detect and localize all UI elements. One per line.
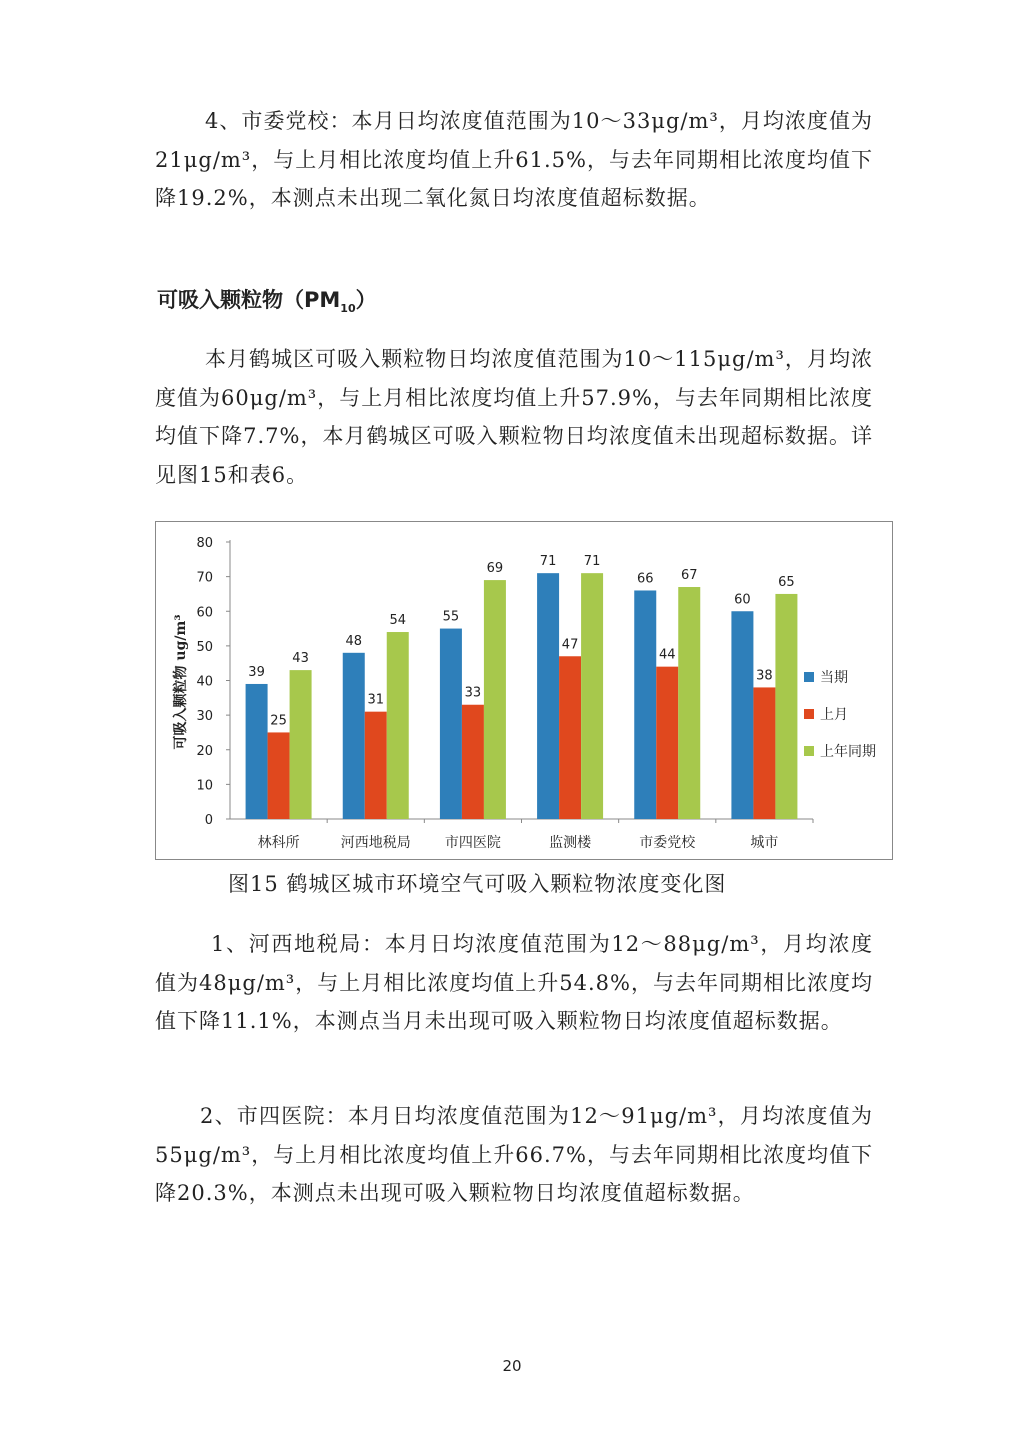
y-tick-label: 80 <box>196 536 213 551</box>
legend-swatch <box>804 709 814 719</box>
bar <box>462 705 484 819</box>
bar <box>656 667 678 819</box>
value-labels <box>248 554 794 728</box>
category-label: 林科所 <box>257 835 300 851</box>
category-labels <box>258 819 813 851</box>
y-tick-label: 10 <box>196 778 213 794</box>
bars <box>246 573 798 819</box>
category-label: 监测楼 <box>549 835 592 851</box>
page-number: 20 <box>502 1357 522 1375</box>
y-axis-label-group <box>172 615 189 750</box>
bar <box>537 573 559 819</box>
bar <box>581 573 603 819</box>
bar-value-label: 39 <box>248 664 265 680</box>
bar <box>387 632 409 819</box>
legend-label: 上年同期 <box>820 744 876 760</box>
bar-chart-svg <box>156 522 892 859</box>
heading-subscript: 10 <box>340 302 356 316</box>
bar <box>753 687 775 819</box>
y-tick-label: 30 <box>196 709 213 725</box>
y-tick-label: 20 <box>196 743 213 759</box>
category-label: 市四医院 <box>444 835 501 851</box>
paragraph-hexi: 1、河西地税局：本月日均浓度值范围为12～88μg/m³，月均浓度值为48μg/m³，与上月相比浓度均值上升54.8%，与去年同期相比浓度均值下降11.1%，本测点当月未出现可吸入颗粒物日均浓度值超标数据。 <box>155 932 873 1033</box>
bar-value-label: 48 <box>345 633 363 649</box>
bar <box>440 629 462 819</box>
y-tick-label: 50 <box>196 639 213 655</box>
bar-value-label: 55 <box>442 609 460 625</box>
bar-value-label: 54 <box>389 613 407 629</box>
legend-swatch <box>804 746 814 756</box>
legend-swatch <box>804 672 814 682</box>
bar <box>731 611 753 819</box>
legend <box>804 669 876 760</box>
bar <box>484 580 506 819</box>
category-label: 河西地税局 <box>340 835 411 851</box>
bar-value-label: 60 <box>734 592 751 608</box>
bar-value-label: 43 <box>292 651 309 667</box>
y-ticks <box>196 536 230 828</box>
bar <box>290 670 312 819</box>
y-tick-label: 40 <box>196 674 213 690</box>
bar-value-label: 31 <box>367 692 385 708</box>
bar-value-label: 71 <box>583 554 601 570</box>
paragraph-school-no2: 4、市委党校：本月日均浓度值范围为10～33μg/m³，月均浓度值为21μg/m³，与上月相比浓度均值上升61.5%，与去年同期相比浓度均值下降19.2%，本测点未出现二氧化氮日均浓度值超标数据。 <box>155 109 873 210</box>
y-tick-label: 0 <box>204 813 213 828</box>
bar-value-label: 65 <box>778 574 795 590</box>
paragraph-hospital: 2、市四医院：本月日均浓度值范围为12～91μg/m³，月均浓度值为55μg/m³，与上月相比浓度均值上升66.7%，与去年同期相比浓度均值下降20.3%，本测点未出现可吸入颗粒物日均浓度值超标数据。 <box>155 1104 873 1205</box>
legend-label: 上月 <box>820 707 848 723</box>
bar <box>365 712 387 819</box>
y-tick-label: 60 <box>196 605 213 621</box>
bar <box>678 587 700 819</box>
bar-value-label: 38 <box>756 668 773 684</box>
bar-value-label: 69 <box>486 561 504 577</box>
category-label: 城市 <box>750 835 779 851</box>
bar <box>246 684 268 819</box>
legend-label: 当期 <box>820 670 848 686</box>
figure-caption: 图15 鹤城区城市环境空气可吸入颗粒物浓度变化图 <box>228 872 727 896</box>
section-heading-pm10 <box>157 284 377 315</box>
bar-value-label: 33 <box>464 685 482 701</box>
axes <box>230 540 813 819</box>
bar-value-label: 66 <box>636 571 654 587</box>
bar-value-label: 44 <box>658 647 676 663</box>
bar-value-label: 25 <box>270 713 287 729</box>
y-tick-label: 70 <box>196 570 213 586</box>
paragraph-pm10-intro: 本月鹤城区可吸入颗粒物日均浓度值范围为10～115μg/m³，月均浓度值为60μg/m³，与上月相比浓度均值上升57.9%，与去年同期相比浓度均值下降7.7%，本月鹤城区可吸入颗粒物日均浓度值未出现超标数据。详见图15和表6。 <box>155 347 873 487</box>
bar-value-label: 71 <box>539 554 557 570</box>
pm10-chart <box>155 521 893 860</box>
y-axis-label: 可吸入颗粒物 ug/m³ <box>173 614 189 750</box>
bar <box>775 594 797 819</box>
bar <box>634 590 656 819</box>
heading-main: 可吸入颗粒物（PM <box>157 288 341 312</box>
category-label: 市委党校 <box>639 835 696 851</box>
bar-value-label: 47 <box>561 637 579 653</box>
heading-end: ） <box>355 288 377 312</box>
bar-value-label: 67 <box>680 568 698 584</box>
bar <box>343 653 365 819</box>
bar <box>268 732 290 819</box>
bar <box>559 656 581 819</box>
